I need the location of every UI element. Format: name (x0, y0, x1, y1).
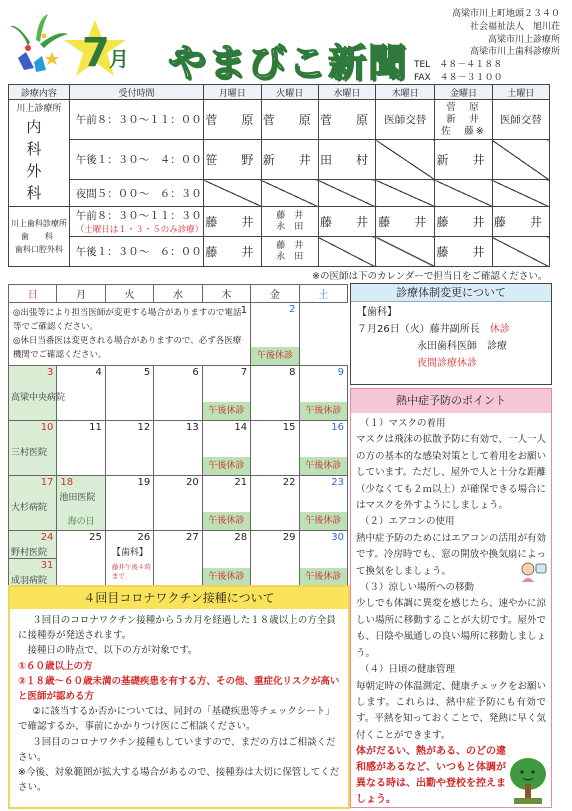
time-cell: 夜間５：００～ ６：３０ (69, 180, 204, 207)
closed-cell (492, 237, 549, 267)
schedule-header-row (9, 85, 550, 100)
time-cell: 午前８：３０～１１：００ (69, 100, 204, 140)
day-number: 3 (47, 367, 54, 378)
notice-text: ◎休日当番医は変更される場合がありますので、必ず各医療機関でご確認ください。 (13, 336, 242, 360)
calendar-day (9, 559, 57, 587)
day-number: 24 (40, 532, 54, 543)
clinic-dept-cell (9, 100, 77, 207)
doctor-name: 藤 井 (276, 210, 304, 221)
calendar-day (299, 366, 347, 421)
vaccine-panel (8, 585, 350, 809)
day-number: 20 (185, 477, 199, 488)
day-number: 9 (337, 367, 344, 378)
doctor-cell: 田 村 (318, 140, 375, 180)
calendar-day (105, 366, 153, 421)
change-status: 休診 (489, 324, 510, 335)
panel-body (351, 413, 551, 811)
warning-text: 体がだるい、熱がある、のどの違和感があるなど、いつもと体調が異なる時は、出勤や登校を控えましょう。 (356, 746, 506, 806)
day-number: 1 (240, 305, 248, 316)
header-mon: 月曜日 (204, 85, 261, 100)
doctor-cell: 藤 井 (204, 237, 261, 267)
calendar-day (299, 531, 347, 587)
heatstroke-panel (350, 388, 552, 808)
day-number: 13 (185, 422, 199, 433)
doctor-name: 永 田 (276, 221, 304, 232)
day-number: 8 (289, 367, 296, 378)
calendar-week (9, 531, 348, 559)
time-cell (69, 207, 204, 237)
duty-clinic: 大杉病院 (11, 503, 48, 513)
calendar-day (9, 531, 57, 559)
header-fri: 金曜日 (435, 85, 492, 100)
calendar-day (251, 303, 299, 366)
calendar-notice (9, 303, 251, 366)
calendar-day (57, 476, 105, 531)
closed-cell (318, 180, 375, 207)
newsletter-title (60, 18, 420, 85)
dental-clinic-name: 川上歯科診療所 (10, 219, 67, 228)
calendar-day (251, 531, 299, 587)
eligibility-item: ①６０歳以上の方 (18, 660, 93, 672)
weekday-thu: 木 (202, 285, 250, 303)
closed-cell (435, 180, 492, 207)
doctor-name: 永 田 (276, 251, 304, 262)
doctor-cell: 医師交替 (492, 100, 549, 140)
weekday-wed: 水 (154, 285, 202, 303)
dental-note (112, 545, 153, 580)
org-name: 社会福祉法人 旭川荘 (469, 21, 560, 32)
paragraph: ３回目のコロナワクチン接種から５カ月を経過した１８歳以上の方全員に接種券が発送されます。 (18, 615, 336, 642)
day-number: 21 (234, 477, 248, 488)
calendar-day (251, 421, 299, 476)
table-row (9, 207, 550, 237)
table-row (9, 237, 550, 267)
doctor-name: 永田歯科医師 (417, 341, 477, 352)
phone: TEL ４８－４１８８ (414, 60, 503, 71)
change-line (357, 338, 545, 355)
panel-title: 熱中症予防のポイント (351, 389, 551, 413)
day-number: 6 (192, 367, 199, 378)
doctor-cell: 藤 井 (376, 207, 435, 237)
closed-cell (492, 180, 549, 207)
doctor-cell: 医師交替 (376, 100, 435, 140)
time-cell: 午後１：３０～ ６：００ (69, 237, 204, 267)
doctor-cell: 菅 原 (318, 100, 375, 140)
header-sat: 土曜日 (492, 85, 549, 100)
calendar-week (9, 366, 348, 421)
closed-cell (376, 237, 435, 267)
header-tue: 火曜日 (261, 85, 318, 100)
header-thu: 木曜日 (376, 85, 435, 100)
pm-closed-label: 午後休診 (300, 402, 347, 420)
pm-closed-label: 午後休診 (300, 512, 347, 530)
july-calendar (8, 284, 348, 587)
publisher-info (400, 8, 560, 85)
calendar-day (202, 366, 250, 421)
clinic-name: 高梁市川上診療所 (487, 34, 560, 45)
calendar-day (57, 531, 105, 587)
doctor-name: 藤 井 (276, 240, 304, 251)
notice-text: ◎出張等により担当医師が変更する場合がありますので電話等でご確認ください。 (13, 308, 242, 332)
doctor-cell: 藤 井 (435, 237, 492, 267)
calendar-week (9, 303, 348, 366)
pm-closed-label: 午後休診 (300, 457, 347, 475)
doctor-cell: 藤 井 (204, 207, 261, 237)
schedule-note: ※の医師は下のカレンダーで担当日をご確認ください。 (312, 271, 548, 282)
doctor-name: 佐 藤※ (441, 125, 486, 137)
table-row (9, 180, 550, 207)
section-heading: （２）エアコンの使用 (360, 516, 455, 528)
doctor-cell (435, 100, 492, 140)
closed-cell (492, 140, 549, 180)
day-number: 17 (40, 477, 54, 488)
change-line (357, 321, 545, 338)
table-row (9, 140, 550, 180)
closed-cell (376, 140, 435, 180)
weekday-fri: 金 (251, 285, 299, 303)
weekday-mon: 月 (57, 285, 105, 303)
section-text: 熱中症予防のためにはエアコンの活用が有効です。冷房時でも、窓の開放や換気扇によって換気をしましょう。 (356, 532, 546, 577)
header-wed: 水曜日 (318, 85, 375, 100)
calendar-day (154, 366, 202, 421)
day-number: 16 (331, 422, 344, 433)
closed-cell (204, 180, 261, 207)
calendar-day (57, 421, 105, 476)
paragraph: 接種日の時点で、以下の方が対象です。 (27, 645, 198, 657)
eligibility-item: ②１８歳～６０歳未満の基礎疾患を有する方、その他、重症化リスクが高いと医師が認める方 (18, 675, 340, 703)
holiday-label: 海の日 (67, 517, 95, 527)
dental-clinic-name: 高梁市川上歯科診療所 (469, 47, 560, 58)
day-number: 7 (240, 367, 248, 378)
doctor-cell: 藤 井 (492, 207, 549, 237)
day-number: 26 (137, 532, 151, 543)
calendar-day (9, 421, 57, 476)
calendar-header-row (9, 285, 348, 303)
doctor-cell: 新 井 (261, 140, 318, 180)
closed-cell (376, 180, 435, 207)
change-status: 診療 (487, 341, 507, 352)
duty-clinic: 成羽病院 (11, 576, 48, 586)
fan-child-icon (518, 560, 548, 584)
month-number: 7月 (82, 30, 128, 76)
weekday-sat: 土 (299, 285, 347, 303)
doctor-cell: 藤 井 (435, 207, 492, 237)
newsletter-name: やまびこ新聞 (168, 41, 409, 85)
header-time: 受付時間 (69, 85, 204, 100)
calendar-day (105, 421, 153, 476)
paragraph: ３回目のコロナワクチン接種もしていますので、まだの方はご相談ください。 (18, 736, 336, 763)
section-text: 毎朝定時の体温測定、健康チェックをお願いします。これらは、熱中症予防にも有効です。平熱を知っておくことで、発熱に早く気付くことができます。 (356, 680, 546, 741)
doctor-name: 菅 原 (446, 101, 481, 113)
weekday-sun: 日 (9, 285, 57, 303)
paragraph: ※今後、対象範囲が拡大する場合があるので、接種券は大切に保管してください。 (18, 767, 340, 794)
calendar-day (251, 366, 299, 421)
panel-title: 診療体制変更について (351, 284, 551, 302)
dept-oral-surgery: 歯科口腔外科 (14, 245, 63, 254)
table-row (9, 100, 550, 140)
duty-clinic: 高梁中央病院 (11, 393, 66, 403)
doctor-cell (261, 207, 318, 237)
day-number: 19 (137, 477, 151, 488)
dental-label: 【歯科】 (111, 548, 148, 558)
calendar-day (105, 476, 153, 531)
duty-clinic: 池田医院 (59, 493, 96, 503)
calendar-day (9, 366, 66, 421)
calendar-day (299, 476, 347, 531)
time-cell: 午後１：３０～ ４：００ (69, 140, 204, 180)
section-heading: （４）日頃の健康管理 (360, 664, 456, 676)
day-number: 14 (234, 422, 248, 433)
clinic-name: 川上診療所 (16, 103, 62, 114)
doctor-cell: 藤 井 (318, 207, 375, 237)
pm-closed-label: 午後休診 (203, 457, 250, 475)
calendar-week (9, 476, 348, 531)
calendar-day (251, 476, 299, 531)
calendar-day (105, 531, 153, 587)
day-number: 31 (40, 560, 54, 571)
calendar-day (154, 531, 202, 587)
dept-internal: 内 科 (26, 117, 77, 158)
day-number: 30 (331, 532, 344, 543)
weekday-tue: 火 (105, 285, 153, 303)
panel-body (351, 302, 551, 374)
day-number: 22 (282, 477, 296, 488)
panel-body (10, 609, 348, 799)
dept-dental: 歯 科 (20, 232, 57, 241)
pm-closed-label: 午後休診 (203, 512, 250, 530)
day-number: 11 (89, 422, 102, 433)
day-number: 25 (89, 532, 102, 543)
doctor-cell: 菅 原 (261, 100, 318, 140)
doctor-cell: 新 井 (435, 140, 492, 180)
pm-closed-label: 午後休診 (203, 568, 250, 586)
duty-clinic: 三村医院 (11, 448, 48, 458)
closed-cell (261, 180, 318, 207)
pm-closed-label: 午後休診 (251, 347, 298, 365)
doctor-name: 新 井 (446, 113, 481, 125)
change-date: ７月26日（火）藤井副所長 (357, 324, 480, 335)
doctor-cell: 菅 原 (204, 100, 261, 140)
calendar-day (154, 476, 202, 531)
calendar-day (202, 421, 250, 476)
schedule-change-panel (350, 283, 552, 385)
day-number: 12 (137, 422, 151, 433)
day-number: 28 (234, 532, 248, 543)
dept-surgery: 外 科 (26, 161, 77, 202)
day-number: 23 (331, 477, 344, 488)
day-number: 10 (40, 422, 54, 433)
day-number: 4 (95, 367, 102, 378)
calendar-day (9, 476, 57, 531)
day-number: 15 (282, 422, 296, 433)
section-heading: （１）マスクの着用 (360, 418, 446, 429)
dental-dept-cell (9, 207, 70, 267)
day-number: 29 (282, 532, 296, 543)
calendar-day (299, 421, 347, 476)
calendar-day (202, 476, 250, 531)
time-text: 午前８：３０～１１：３０ (75, 210, 202, 222)
section-heading: （３）涼しい場所への移動 (360, 582, 475, 594)
doctor-cell (261, 237, 318, 267)
dept-label: 【歯科】 (357, 307, 397, 318)
change-line: 夜間診療休診 (417, 358, 477, 369)
section-text: マスクは飛沫の拡散予防に有効で、一人一人の方の基本的な感染対策として着用をお願いしています。ただし、屋外で人と十分な距離（少なくても２ｍ以上）が確保できる場合にはマスクを外すようにしましょう。 (356, 434, 547, 512)
day-number: 27 (185, 532, 199, 543)
doctor-cell: 笹 野 (204, 140, 261, 180)
day-number: 5 (143, 367, 151, 378)
cactus-tree-icon (506, 754, 550, 804)
closed-cell (318, 237, 375, 267)
calendar-day (57, 366, 105, 421)
pm-closed-label: 午後休診 (300, 568, 347, 586)
calendar-week (9, 421, 348, 476)
header-dept: 診療内容 (9, 85, 70, 100)
dental-hours-note: 藤井午後４時まで (111, 563, 151, 580)
fax: FAX ４８－３１００ (414, 72, 503, 83)
day-number: 18 (60, 477, 74, 488)
calendar-day (154, 421, 202, 476)
saturday-note: （土曜日は１・３・５のみ診療） (75, 225, 204, 235)
duty-clinic: 野村医院 (11, 548, 48, 558)
panel-title: ４回目コロナワクチン接種について (10, 587, 348, 609)
section-text: 少しでも体調に異変を感じたら、速やかに涼しい場所に移動することが大切です。屋外でも、日陰や風通しの良い場所に移動しましょう。 (356, 598, 547, 659)
consultation-schedule-table (8, 84, 550, 267)
day-number: 2 (289, 304, 296, 315)
pm-closed-label: 午後休診 (203, 402, 250, 420)
address: 高梁市川上町地頭２３４０ (451, 9, 560, 19)
paragraph: ②に該当するか否かについては、同封の「基礎疾患等チェックシート」で確認するか、事前にかかりつけ医にご相談ください。 (18, 706, 335, 733)
calendar-day (202, 531, 250, 587)
